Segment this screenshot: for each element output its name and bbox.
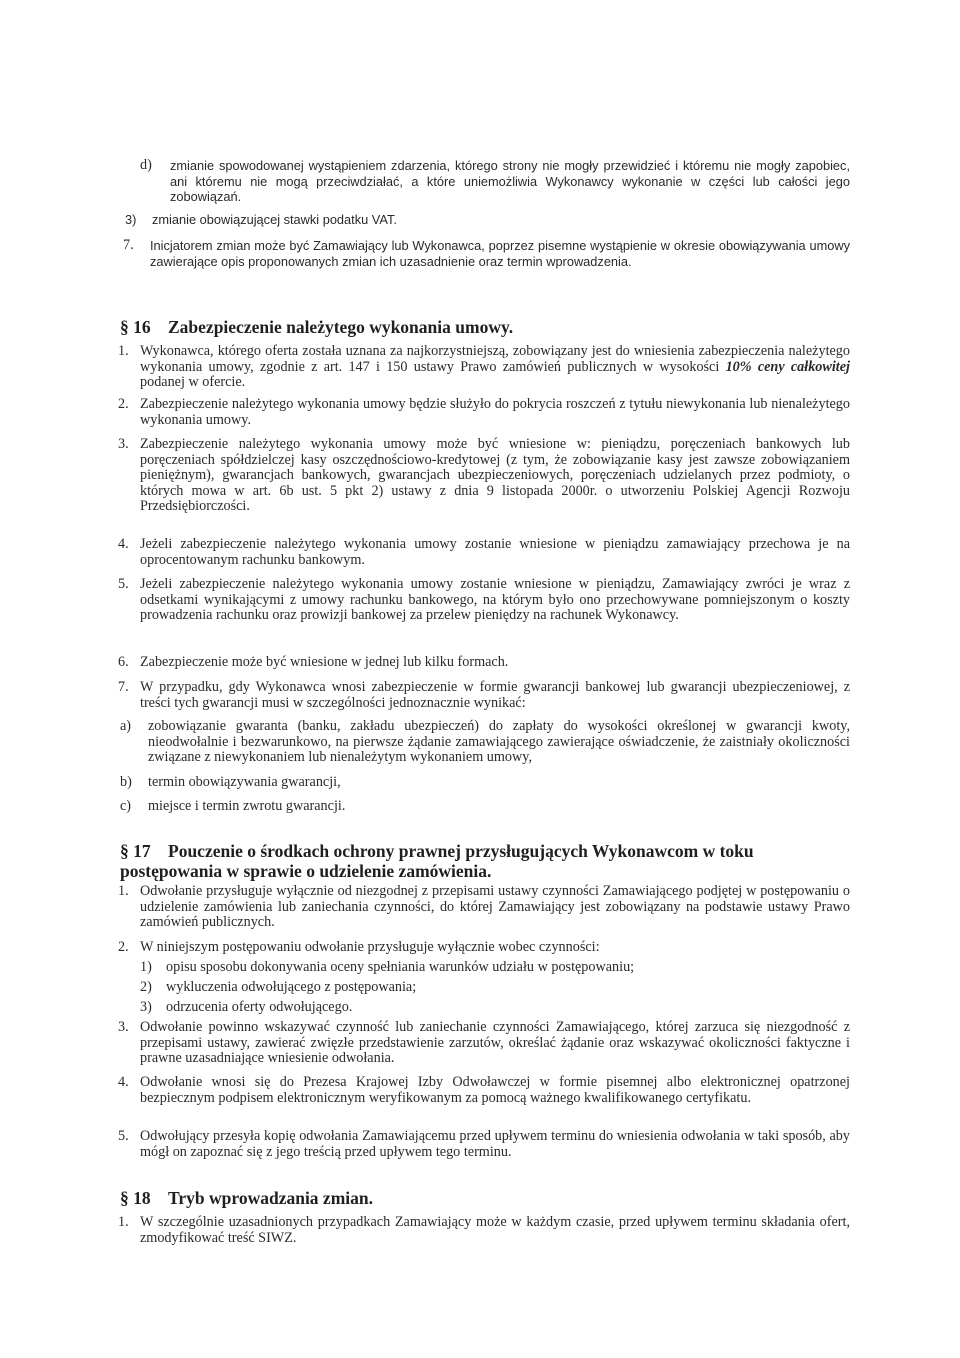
- section16-subitem-a: zobowiązanie gwaranta (banku, zakładu ubezpieczeń) do zapłaty do wysokości określonej w gwarancji kwoty, nieodwołalnie i bezwarunkowo, na pierwsze żądanie zamawiającego zawierające oświadczenie, że zaistniały okoliczności związane z niewykonaniem lub nienależytym wykonaniem umowy,: [148, 718, 850, 766]
- section16-item-6: Zabezpieczenie może być wniesione w jednej lub kilku formach.: [140, 654, 509, 670]
- item-marker: 4.: [118, 1074, 129, 1090]
- section16-item-4: Jeżeli zabezpieczenie należytego wykonania umowy zostanie wniesione w pieniądzu zamawiający przechowa je na oprocentowanym rachunku bankowym.: [140, 536, 850, 568]
- section16-subitem-c: miejsce i termin zwrotu gwarancji.: [148, 798, 346, 814]
- subitem-marker: c): [120, 798, 132, 814]
- subitem-marker: 2): [140, 979, 152, 995]
- section17-item-3: Odwołanie powinno wskazywać czynność lub zaniechanie czynności Zamawiającego, której zarzuca się niezgodność z przepisami ustawy, zawierać zwięzłe przedstawienie zarzutów, określać żądanie oraz wskazywać okoliczności faktyczne i prawne uzasadniające wniesienie odwołania.: [140, 1019, 850, 1067]
- section17-item-1: Odwołanie przysługuje wyłącznie od niezgodnej z przepisami ustawy czynności Zamawiającego podjętej w postępowaniu o udzielenie zamówienia lub zaniechania czynności, do której Zamawiający jest zobowiązany na podstawie ustawy Prawo zamówień publicznych.: [140, 883, 850, 931]
- item-marker: 3.: [118, 1019, 129, 1035]
- section16-item-5: Jeżeli zabezpieczenie należytego wykonania umowy zostanie wniesione w pieniądzu, Zamawiający zwróci je wraz z odsetkami wynikającymi z umowy rachunku bankowego, na którym było ono przechowywane pomniejszonym o koszty prowadzenia rachunku oraz prowizji bankowej za przelew pieniędzy na rachunek Wykonawcy.: [140, 576, 850, 624]
- section-number: § 18: [120, 1188, 151, 1208]
- section-title: Pouczenie o środkach ochrony prawnej przysługujących Wykonawcom w toku postępowania w sprawie o udzielenie zamówienia.: [120, 841, 754, 881]
- section-number: § 17: [120, 841, 151, 861]
- item-marker: 4.: [118, 536, 129, 552]
- section17-item-5: Odwołujący przesyła kopię odwołania Zamawiającemu przed upływem terminu do wniesienia odwołania w taki sposób, aby mógł on zapoznać się z jego treścią przed upływem tego terminu.: [140, 1128, 850, 1160]
- subitem-marker: 1): [140, 959, 152, 975]
- section18-item-1: W szczególnie uzasadnionych przypadkach Zamawiający może w każdym czasie, przed upływem terminu składania ofert, zmodyfikować treść SIWZ.: [140, 1214, 850, 1246]
- item-text: Wykonawca, którego oferta została uznana za najkorzystniejszą, zobowiązany jest do wniesienia zabezpieczenia należytego wykonania umowy, zgodnie z art. 147 i 150 ustawy Prawo zamówień publicznych w wysokości: [140, 343, 850, 375]
- section17-subitem-2: wykluczenia odwołującego z postępowania;: [166, 979, 417, 995]
- item-marker: 2.: [118, 939, 129, 955]
- section-heading-17: [120, 841, 850, 881]
- section16-item-2: Zabezpieczenie należytego wykonania umowy będzie służyło do pokrycia roszczeń z tytułu niewykonania lub nienależytego wykonania umowy.: [140, 396, 850, 428]
- emphasis-text: 10% ceny całkowitej: [725, 358, 850, 375]
- section17-item-4: Odwołanie wnosi się do Prezesa Krajowej Izby Odwoławczej w formie pisemnej albo elektronicznej opatrzonej bezpiecznym podpisem elektronicznym weryfikowanym za pomocą ważnego kwalifikowanego certyfikatu.: [140, 1074, 850, 1106]
- subitem-marker: a): [120, 718, 132, 734]
- item-marker: 7.: [118, 679, 129, 695]
- item-marker: 1.: [118, 1214, 129, 1230]
- section16-subitem-b: termin obowiązywania gwarancji,: [148, 774, 341, 790]
- section17-subitem-1: opisu sposobu dokonywania oceny spełniania warunków udziału w postępowaniu;: [166, 959, 635, 975]
- item-marker: 5.: [118, 576, 129, 592]
- section-heading-18: [120, 1188, 850, 1208]
- item-marker: 1.: [118, 883, 129, 899]
- paragraph-d: zmianie spowodowanej wystąpieniem zdarzenia, którego strony nie mogły przewidzieć i któremu nie mogły zapobiec, ani któremu nie mogą przeciwdziałać, a które uniemożliwia Wykonawcy wykonanie w części lub całości jego zobowiązań.: [170, 158, 850, 205]
- item-text: podanej w ofercie.: [140, 374, 246, 391]
- section-number: § 16: [120, 317, 151, 337]
- item-marker: 2.: [118, 396, 129, 412]
- section16-item-7: W przypadku, gdy Wykonawca wnosi zabezpieczenie w formie gwarancji bankowej lub gwarancji ubezpieczeniowej, z treści tych gwarancji musi w szczególności jednoznacznie wynikać:: [140, 679, 850, 711]
- item-marker: 5.: [118, 1128, 129, 1144]
- paragraph-3: zmianie obowiązującej stawki podatku VAT.: [152, 212, 397, 227]
- section-title: Zabezpieczenie należytego wykonania umowy.: [168, 317, 514, 337]
- item-marker: 3.: [118, 436, 129, 452]
- item-marker: 7.: [123, 237, 134, 253]
- section-heading-16: [120, 317, 840, 337]
- item-marker: 1.: [118, 343, 129, 359]
- item-marker: 3): [125, 212, 137, 227]
- section17-subitem-3: odrzucenia oferty odwołującego.: [166, 999, 353, 1015]
- paragraph-7: Inicjatorem zmian może być Zamawiający lub Wykonawca, poprzez pisemne wystąpienie w okresie obowiązywania umowy zawierające opis proponowanych zmian ich uzasadnienie oraz termin wprowadzenia.: [150, 238, 850, 269]
- section-title: Tryb wprowadzania zmian.: [168, 1188, 373, 1208]
- section17-item-2: W niniejszym postępowaniu odwołanie przysługuje wyłącznie wobec czynności:: [140, 939, 600, 955]
- subitem-marker: b): [120, 774, 132, 790]
- section16-item-3: Zabezpieczenie należytego wykonania umowy może być wniesione w: pieniądzu, poręczeniach bankowych lub poręczeniach spółdzielczej kasy oszczędnościowo-kredytowej (z tym, że zobowiązanie kasy jest zawsze zobowiązaniem pieniężnym), gwarancjach bankowych, gwarancjach ubezpieczeniowych, poręczeniach udzielanych przez podmioty, o których mowa w art. 6b ust. 5 pkt 2) ustawy z dnia 9 listopada 2000r. o utworzeniu Polskiej Agencji Rozwoju Przedsiębiorczości.: [140, 436, 850, 515]
- subitem-marker: 3): [140, 999, 152, 1015]
- section16-item-1: [140, 344, 850, 391]
- item-marker: 6.: [118, 654, 129, 670]
- item-marker: d): [140, 157, 152, 173]
